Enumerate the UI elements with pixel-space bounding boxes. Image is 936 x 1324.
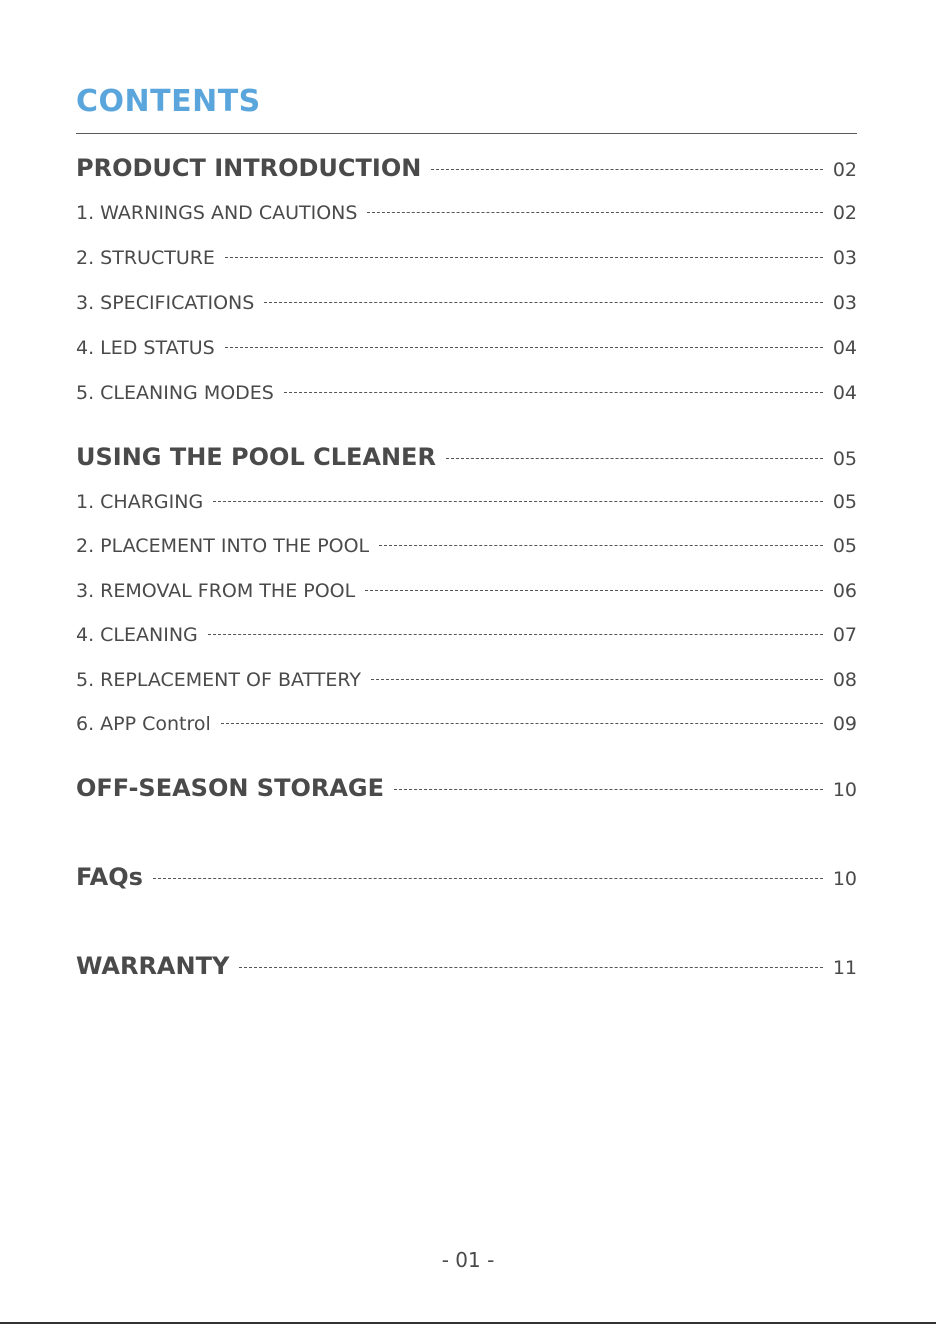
toc-item-row [76,713,857,735]
toc-section-row [76,774,857,802]
dot-leader [213,501,823,502]
toc-item-label: 1. CHARGING [76,491,204,513]
toc-page-number: 09 [832,713,857,735]
toc-item-label: 5. CLEANING MODES [76,382,274,404]
toc-section-label: USING THE POOL CLEANER [76,443,436,471]
dot-leader [221,723,823,724]
dot-leader [446,458,823,459]
dot-leader [208,634,823,635]
toc-page-number: 04 [832,337,857,359]
toc-item-row [76,669,857,691]
dot-leader [264,302,822,303]
toc-item-label: 3. REMOVAL FROM THE POOL [76,580,356,602]
toc-section-row [76,154,857,182]
toc-page-number: 10 [832,868,857,890]
toc-item-row [76,292,857,314]
toc-page-number: 06 [832,580,857,602]
toc-page-number: 11 [832,957,857,979]
dot-leader [239,967,822,968]
toc-item-row [76,491,857,513]
toc-section-row [76,952,857,980]
dot-leader [431,169,823,170]
toc-page-number: 02 [832,202,857,224]
dot-leader [153,878,823,879]
toc-section-label: WARRANTY [76,952,230,980]
page-title: CONTENTS [76,84,261,119]
toc-item-label: 5. REPLACEMENT OF BATTERY [76,669,361,691]
dot-leader [371,679,823,680]
dot-leader [367,212,822,213]
toc-page-number: 03 [832,247,857,269]
toc-item-row [76,580,857,602]
toc-item-row [76,624,857,646]
dot-leader [365,590,823,591]
page-number: - 01 - [441,1248,495,1272]
toc-page-number: 02 [832,159,857,181]
dot-leader [394,789,823,790]
toc-page-number: 07 [832,624,857,646]
toc-section-label: PRODUCT INTRODUCTION [76,154,422,182]
toc-item-label: 2. STRUCTURE [76,247,215,269]
toc-item-row [76,535,857,557]
dot-leader [284,392,823,393]
toc-page-number: 03 [832,292,857,314]
toc-item-row [76,382,857,404]
toc-section-label: OFF-SEASON STORAGE [76,774,385,802]
title-divider [76,133,857,134]
toc-section-row [76,443,857,471]
toc-item-label: 3. SPECIFICATIONS [76,292,255,314]
toc-item-label: 1. WARNINGS AND CAUTIONS [76,202,358,224]
toc-item-label: 4. LED STATUS [76,337,215,359]
dot-leader [225,257,823,258]
dot-leader [379,545,823,546]
dot-leader [225,347,823,348]
toc-section-label: FAQs [76,863,143,891]
toc-item-label: 2. PLACEMENT INTO THE POOL [76,535,370,557]
toc-page-number: 08 [832,669,857,691]
toc-page-number: 05 [832,448,857,470]
toc-page-number: 05 [832,491,857,513]
toc-page-number: 04 [832,382,857,404]
toc-page-number: 10 [832,779,857,801]
toc-item-label: 4. CLEANING [76,624,198,646]
toc-item-row [76,247,857,269]
toc-section-row [76,863,857,891]
toc-page-number: 05 [832,535,857,557]
toc-item-row [76,337,857,359]
toc-item-label: 6. APP Control [76,713,211,735]
toc-item-row [76,202,857,224]
